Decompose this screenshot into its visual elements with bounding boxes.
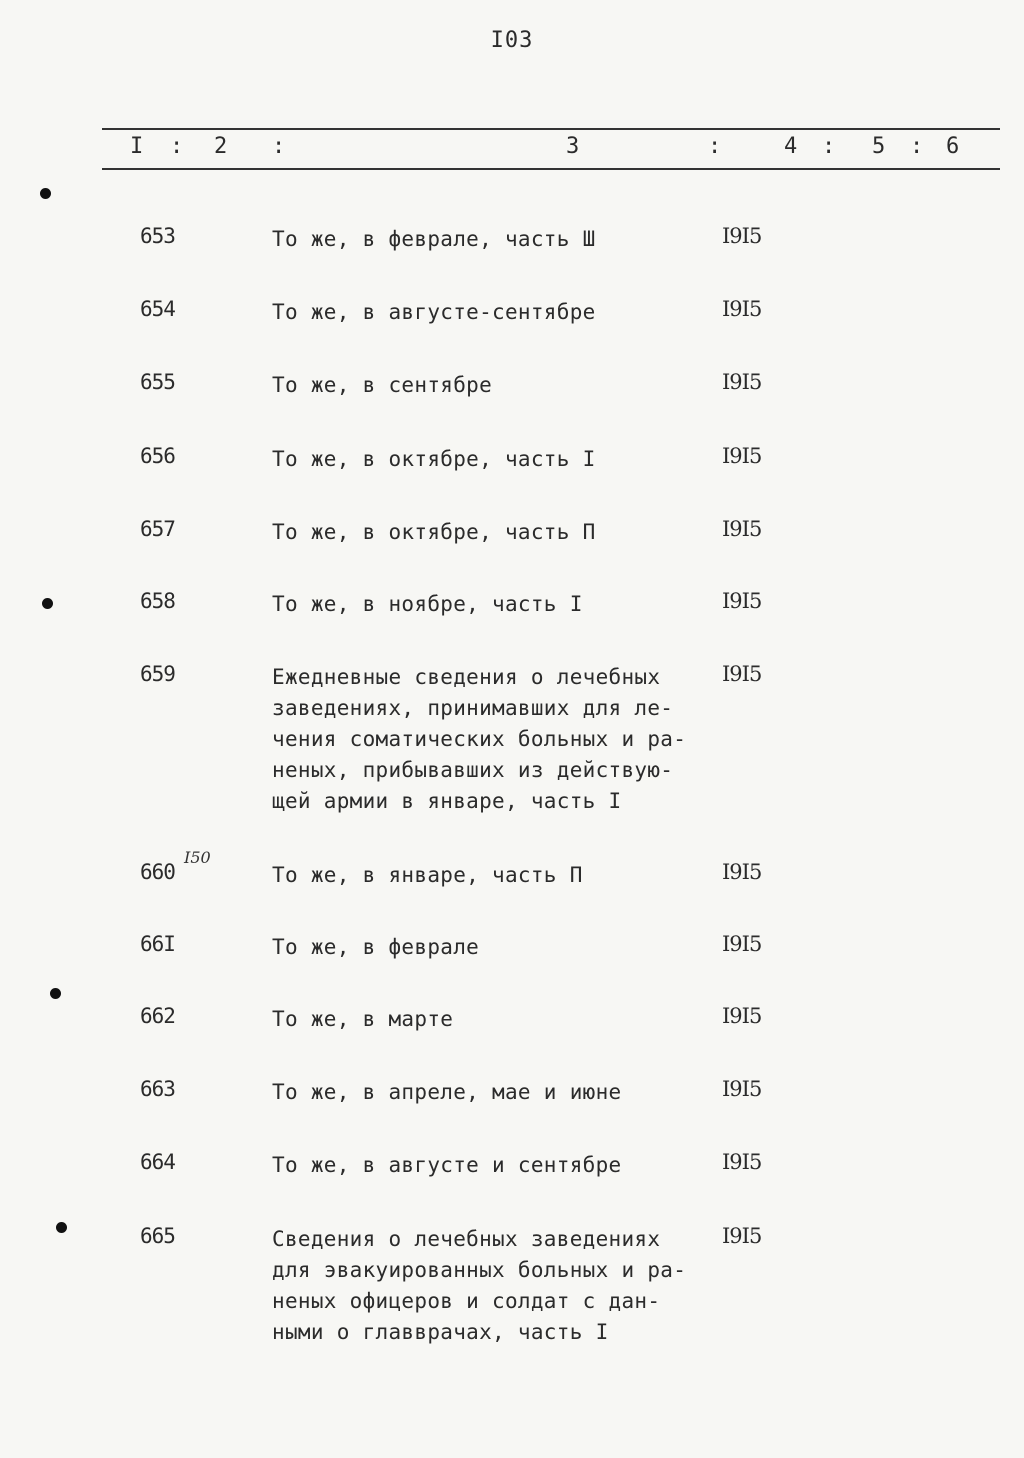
- row-number: 658: [140, 589, 175, 613]
- punch-hole: [40, 188, 51, 199]
- col-header-sep: :: [170, 134, 184, 159]
- row-number: 662: [140, 1004, 175, 1028]
- row-year: I9I5: [722, 662, 762, 686]
- row-number: 653: [140, 224, 175, 248]
- row-description: То же, в сентябре: [272, 373, 493, 397]
- col-header-sep: :: [910, 134, 924, 159]
- row-description: То же, в феврале: [272, 935, 480, 959]
- row-description: То же, в октябре, часть П: [272, 520, 596, 544]
- row-number: 655: [140, 370, 175, 394]
- row-year: I9I5: [722, 297, 762, 321]
- row-year: I9I5: [722, 517, 762, 541]
- page-number: I03: [490, 28, 534, 53]
- col-header-sep: :: [272, 134, 286, 159]
- table-top-rule: [102, 128, 1000, 130]
- row-number: 659: [140, 662, 175, 686]
- row-number: 656: [140, 444, 175, 468]
- row-year: I9I5: [722, 589, 762, 613]
- row-description: То же, в ноябре, часть I: [272, 592, 583, 616]
- col-header-sep: :: [822, 134, 836, 159]
- row-number: 654: [140, 297, 175, 321]
- row-year: I9I5: [722, 1077, 762, 1101]
- row-description: То же, в октябре, часть I: [272, 447, 596, 471]
- row-year: I9I5: [722, 444, 762, 468]
- punch-hole: [50, 988, 61, 999]
- row-number: 664: [140, 1150, 175, 1174]
- row-description: Ежедневные сведения о лечебных заведениях, принимавших для ле- чения соматических больных и ра- неных, прибывавших из действую- щей армии в январе, часть I: [272, 665, 687, 813]
- row-description: Сведения о лечебных заведениях для эвакуированных больных и ра- неных офицеров и солдат с дан- ными о главврачах, часть I: [272, 1227, 687, 1344]
- row-number: 663: [140, 1077, 175, 1101]
- row-year: I9I5: [722, 1150, 762, 1174]
- row-number: 657: [140, 517, 175, 541]
- row-description: То же, в августе-сентябре: [272, 300, 596, 324]
- punch-hole: [42, 598, 53, 609]
- punch-hole: [56, 1222, 67, 1233]
- row-year: I9I5: [722, 932, 762, 956]
- row-description: То же, в марте: [272, 1007, 454, 1031]
- row-year: I9I5: [722, 1224, 762, 1248]
- col-header-5: 5: [872, 134, 886, 159]
- row-year: I9I5: [722, 860, 762, 884]
- row-description: То же, в августе и сентябре: [272, 1153, 622, 1177]
- col-header-2: 2: [214, 134, 228, 159]
- row-description: То же, в январе, часть П: [272, 863, 583, 887]
- handwritten-annotation: I50: [184, 848, 211, 867]
- table-bottom-rule: [102, 168, 1000, 170]
- row-number: 665: [140, 1224, 175, 1248]
- col-header-1: I: [130, 134, 144, 159]
- row-year: I9I5: [722, 370, 762, 394]
- col-header-3: 3: [566, 134, 580, 159]
- row-number: 66I: [140, 932, 175, 956]
- row-year: I9I5: [722, 224, 762, 248]
- row-year: I9I5: [722, 1004, 762, 1028]
- col-header-4: 4: [784, 134, 798, 159]
- row-number: 660: [140, 860, 175, 884]
- col-header-6: 6: [946, 134, 960, 159]
- col-header-sep: :: [708, 134, 722, 159]
- row-description: То же, в апреле, мае и июне: [272, 1080, 622, 1104]
- row-description: То же, в феврале, часть Ш: [272, 227, 596, 251]
